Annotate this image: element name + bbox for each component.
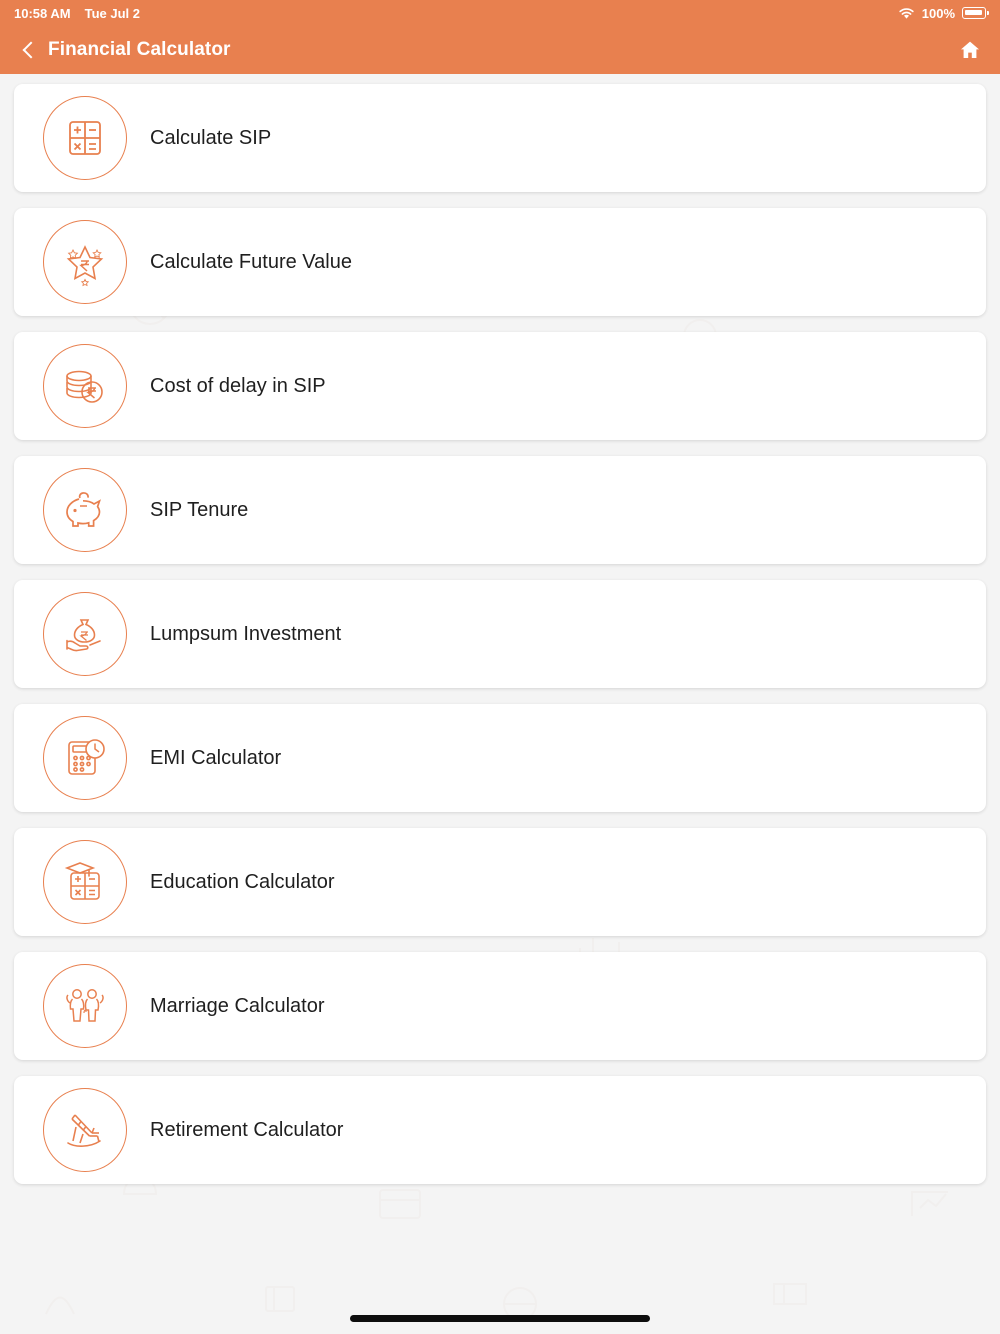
page-title: Financial Calculator [48,39,231,60]
list-item-label: Calculate SIP [150,126,272,149]
hand-money-bag-icon [43,592,127,676]
list-item-marriage-calculator[interactable] [14,952,986,1060]
coin-stack-rupee-icon [43,344,127,428]
wifi-icon [898,7,915,20]
piggy-bank-icon [43,468,127,552]
calculator-clock-icon [43,716,127,800]
nav-bar [0,26,1000,74]
calculator-list [0,74,1000,1184]
list-item-emi-calculator[interactable] [14,704,986,812]
graduation-calculator-icon [43,840,127,924]
calculator-icon [43,96,127,180]
list-item-calculate-sip[interactable] [14,84,986,192]
list-item-calculate-future-value[interactable] [14,208,986,316]
list-item-education-calculator[interactable] [14,828,986,936]
list-item-label: Lumpsum Investment [150,622,342,645]
marriage-couple-icon [43,964,127,1048]
home-indicator[interactable] [350,1315,650,1322]
back-chevron-icon[interactable] [18,39,40,61]
home-icon[interactable] [958,38,982,62]
list-item-sip-tenure[interactable] [14,456,986,564]
list-item-label: EMI Calculator [150,746,282,769]
list-item-label: Education Calculator [150,870,335,893]
star-rupee-icon [43,220,127,304]
list-item-label: Marriage Calculator [150,994,325,1017]
status-bar-right [898,6,986,21]
list-item-cost-of-delay-in-sip[interactable] [14,332,986,440]
status-date: Tue Jul 2 [84,5,140,21]
rocking-chair-icon [43,1088,127,1172]
status-bar [0,0,1000,26]
list-item-label: Cost of delay in SIP [150,374,326,397]
battery-icon [962,7,986,19]
status-time: 10:58 AM [14,5,71,21]
list-item-label: Retirement Calculator [150,1118,344,1141]
list-item-label: Calculate Future Value [150,250,352,273]
list-item-lumpsum-investment[interactable] [14,580,986,688]
list-item-label: SIP Tenure [150,498,249,521]
status-bar-left [14,6,140,21]
battery-percent-label: 100% [921,5,955,21]
list-item-retirement-calculator[interactable] [14,1076,986,1184]
